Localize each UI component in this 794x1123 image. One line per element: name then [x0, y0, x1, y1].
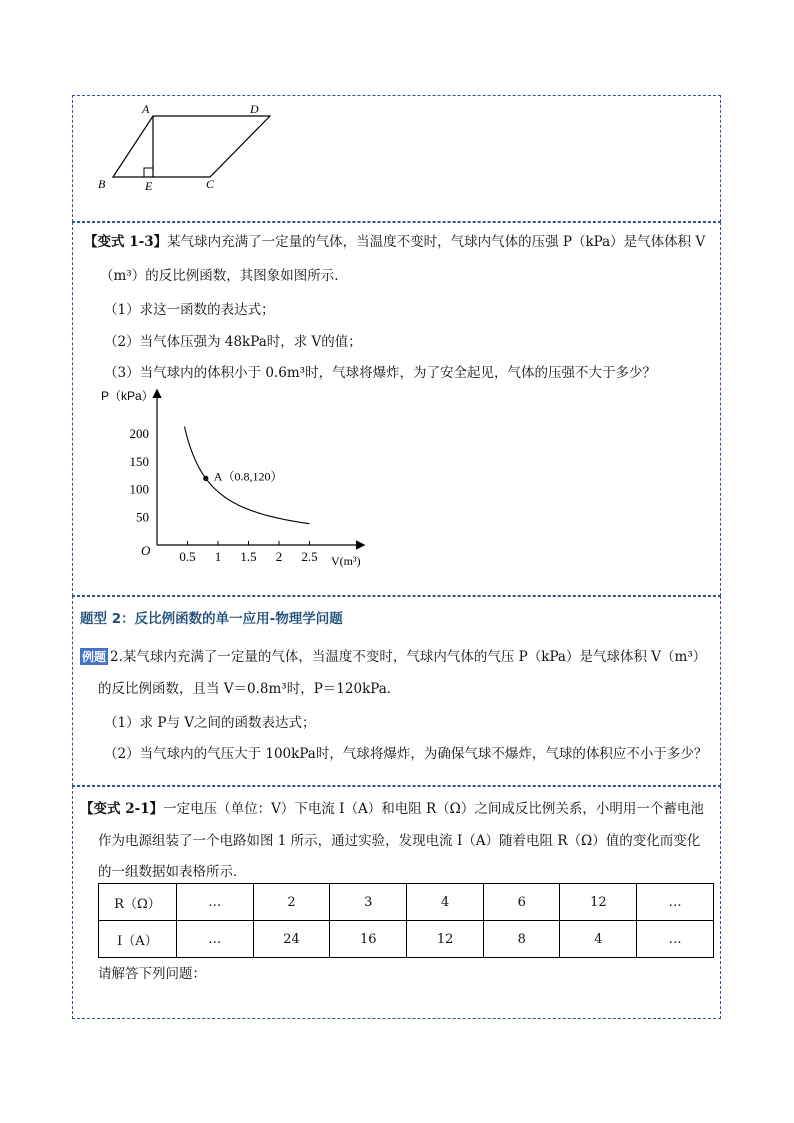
vertex-E: E: [145, 179, 153, 193]
vertex-B: B: [98, 177, 106, 191]
origin-label: O: [141, 543, 151, 558]
table-cell: 8: [484, 921, 560, 958]
example-2-line1: 例题 2.某气球内充满了一定量的气体，当温度不变时，气球内气体的气压 P（kPa）是气球体积 V（m³）: [82, 649, 707, 665]
table-cell: 12: [407, 921, 484, 958]
point-A-label: A（0.8,120）: [213, 469, 283, 484]
point-A: [203, 476, 208, 481]
x-axis-label: V(m³): [331, 554, 361, 568]
x-tick-label: 2.5: [301, 549, 318, 564]
y-tick-label: 200: [129, 426, 149, 441]
parallelogram-figure: [90, 100, 290, 195]
table-cell: 2: [253, 884, 330, 921]
table-cell: R（Ω）: [99, 884, 177, 921]
variant-1-3-q1: （1）求这一函数的表达式；: [104, 302, 275, 318]
example-2-q1: （1）求 P与 V之间的函数表达式；: [104, 715, 316, 731]
table-cell: …: [637, 884, 714, 921]
vertex-D: D: [250, 102, 259, 116]
pressure-volume-chart: [95, 383, 375, 573]
table-cell: 3: [330, 884, 407, 921]
table-cell: 4: [407, 884, 484, 921]
vertex-C: C: [206, 177, 215, 191]
variant-1-3-tag: 【变式 1-3】: [84, 234, 168, 250]
x-tick-label: 2: [275, 549, 283, 564]
table-row-I: [99, 921, 714, 958]
table-cell: 4: [560, 921, 637, 958]
section-2-title: 题型 2：反比例函数的单一应用-物理学问题: [80, 611, 343, 627]
variant-2-1-line1: 【变式 2-1】一定电压（单位：V）下电流 I（A）和电阻 R（Ω）之间成反比例关系，小明用一个蓄电池: [80, 801, 704, 817]
variant-1-3-line1: 【变式 1-3】某气球内充满了一定量的气体，当温度不变时，气球内气体的压强 P（kPa）是气体体积 V: [84, 234, 706, 250]
variant-1-3-q3: （3）当气球内的体积小于 0.6m³时，气球将爆炸，为了安全起见，气体的压强不大于多少？: [104, 365, 657, 381]
example-2-line2: 的反比例函数，且当 V＝0.8m³时，P＝120kPa．: [98, 681, 401, 697]
table-row-R: [99, 884, 714, 921]
table-cell: …: [637, 921, 714, 958]
x-tick-label: 0.5: [179, 549, 196, 564]
x-tick-label: 1.5: [240, 549, 257, 564]
resistance-current-table: [98, 883, 714, 958]
example-2-q2: （2）当气球内的气压大于 100kPa时，气球将爆炸，为确保气球不爆炸，气球的体积应不小于多少？: [104, 746, 708, 762]
example-tag: 例题: [82, 650, 107, 664]
y-tick-label: 150: [129, 453, 149, 469]
table-cell: 6: [484, 884, 560, 921]
variant-1-3-q2: （2）当气体压强为 48kPa时，求 V的值；: [104, 334, 362, 350]
variant-2-1-footer: 请解答下列问题：: [98, 966, 206, 982]
table-cell: …: [176, 884, 253, 921]
table-cell: 16: [330, 921, 407, 958]
y-axis-label: P（kPa）: [101, 389, 154, 403]
table-cell: I（A）: [99, 921, 177, 958]
table-cell: …: [176, 921, 253, 958]
y-tick-label: 100: [129, 481, 149, 497]
x-tick-label: 1: [214, 549, 222, 564]
vertex-A: A: [142, 102, 150, 116]
variant-1-3-line2: （m³）的反比例函数，其图象如图所示．: [100, 268, 348, 284]
y-tick-label: 50: [136, 509, 149, 525]
variant-2-1-line3: 的一组数据如表格所示．: [98, 864, 247, 880]
variant-2-1-line2: 作为电源组装了一个电路如图 1 所示，通过实验，发现电流 I（A）随着电阻 R（Ω）值的变化而变化: [98, 833, 701, 849]
table-cell: 12: [560, 884, 637, 921]
table-cell: 24: [253, 921, 330, 958]
variant-2-1-tag: 【变式 2-1】: [80, 801, 164, 817]
